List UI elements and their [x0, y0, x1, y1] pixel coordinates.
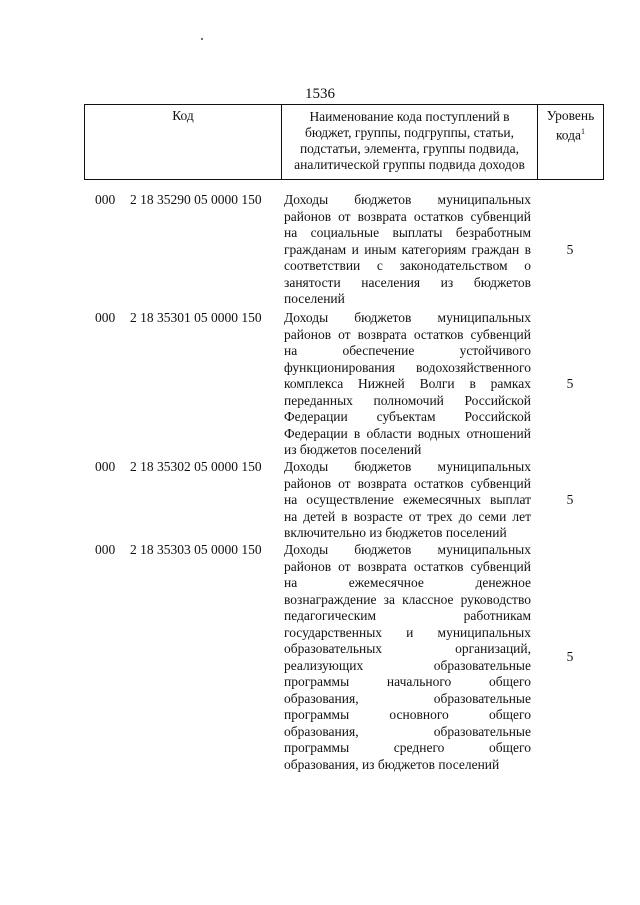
description-line: Федерации субъектам Российской: [284, 409, 531, 424]
budget-code: 2 18 35301 05 0000 150: [130, 310, 262, 325]
description-line: районов от возврата остатков субвенций: [284, 208, 531, 224]
description-line: образования, образовательные: [284, 723, 531, 739]
description-line: Доходы бюджетов муниципальных: [284, 192, 531, 207]
description-line: Доходы бюджетов муниципальных: [284, 459, 531, 474]
description-line: государственных и муниципальных: [284, 624, 531, 640]
description-line: образования, образовательные: [284, 690, 531, 706]
admin-code: 000: [95, 310, 116, 325]
income-description: [284, 192, 531, 308]
code-level: 5: [566, 241, 574, 257]
description-line: комплекса Нижней Волги в рамках: [284, 376, 531, 391]
admin-code: 000: [95, 542, 116, 557]
description-line: функционирования водохозяйственного: [284, 359, 531, 375]
income-description: [284, 542, 531, 773]
description-line: программы среднего общего: [284, 740, 531, 755]
description-line: Доходы бюджетов муниципальных: [284, 542, 531, 557]
header-level: [538, 105, 603, 179]
header-level-line1: Уровень: [546, 108, 595, 123]
admin-code: 000: [95, 459, 116, 474]
header-code: Код: [85, 105, 282, 179]
budget-code: 2 18 35302 05 0000 150: [130, 459, 262, 474]
description-line: образования, из бюджетов поселений: [284, 756, 500, 772]
description-line: Федерации в области водных отношений: [284, 425, 531, 441]
description-line: вознаграждение за классное руководство: [284, 591, 531, 607]
description-line: поселений: [284, 291, 345, 306]
income-description: [284, 310, 531, 459]
description-line: занятости населения из бюджетов: [284, 274, 531, 290]
budget-code: 2 18 35290 05 0000 150: [130, 192, 262, 207]
header-name-line: подстатьи, элемента, группы подвида,: [299, 141, 520, 156]
description-line: Доходы бюджетов муниципальных: [284, 310, 531, 325]
description-line: на детей в возрасте от трех до семи лет: [284, 508, 531, 524]
description-line: районов от возврата остатков субвенций: [284, 475, 531, 491]
description-line: на осуществление ежемесячных выплат: [284, 492, 531, 507]
description-line: из бюджетов поселений: [284, 442, 422, 457]
description-line: переданных полномочий Российской: [284, 392, 531, 408]
description-line: образовательных организаций,: [284, 641, 531, 656]
table-header: [84, 104, 604, 180]
header-name-line: бюджет, группы, подгруппы, статьи,: [305, 125, 514, 140]
header-level-line2: [538, 124, 603, 144]
description-line: на ежемесячное денежное: [284, 575, 531, 590]
description-line: реализующих образовательные: [284, 657, 531, 673]
header-name-line: аналитической группы подвида доходов: [294, 157, 525, 172]
budget-code: 2 18 35303 05 0000 150: [130, 542, 262, 557]
description-line: на обеспечение устойчивого: [284, 343, 531, 358]
page-number: 1536: [305, 86, 335, 102]
header-name: [282, 105, 538, 179]
description-line: программы основного общего: [284, 707, 531, 722]
header-level-word: кода: [555, 127, 582, 143]
footnote-marker: 1: [581, 127, 586, 136]
description-line: районов от возврата остатков субвенций: [284, 558, 531, 574]
description-line: гражданам и иным категориям граждан в: [284, 241, 531, 257]
code-level: 5: [566, 492, 574, 507]
description-line: на социальные выплаты безработным: [284, 225, 531, 240]
code-level: 5: [566, 649, 574, 665]
admin-code: 000: [95, 192, 116, 207]
description-line: соответствии с законодательством о: [284, 258, 531, 273]
description-line: педагогическим работникам: [284, 608, 531, 623]
description-line: включительно из бюджетов поселений: [284, 525, 507, 540]
header-name-line: Наименование кода поступлений в: [309, 109, 510, 124]
description-line: программы начального общего: [284, 674, 531, 689]
income-description: [284, 459, 531, 542]
code-level: 5: [566, 376, 574, 391]
scan-speck: [201, 38, 203, 40]
description-line: районов от возврата остатков субвенций: [284, 326, 531, 342]
